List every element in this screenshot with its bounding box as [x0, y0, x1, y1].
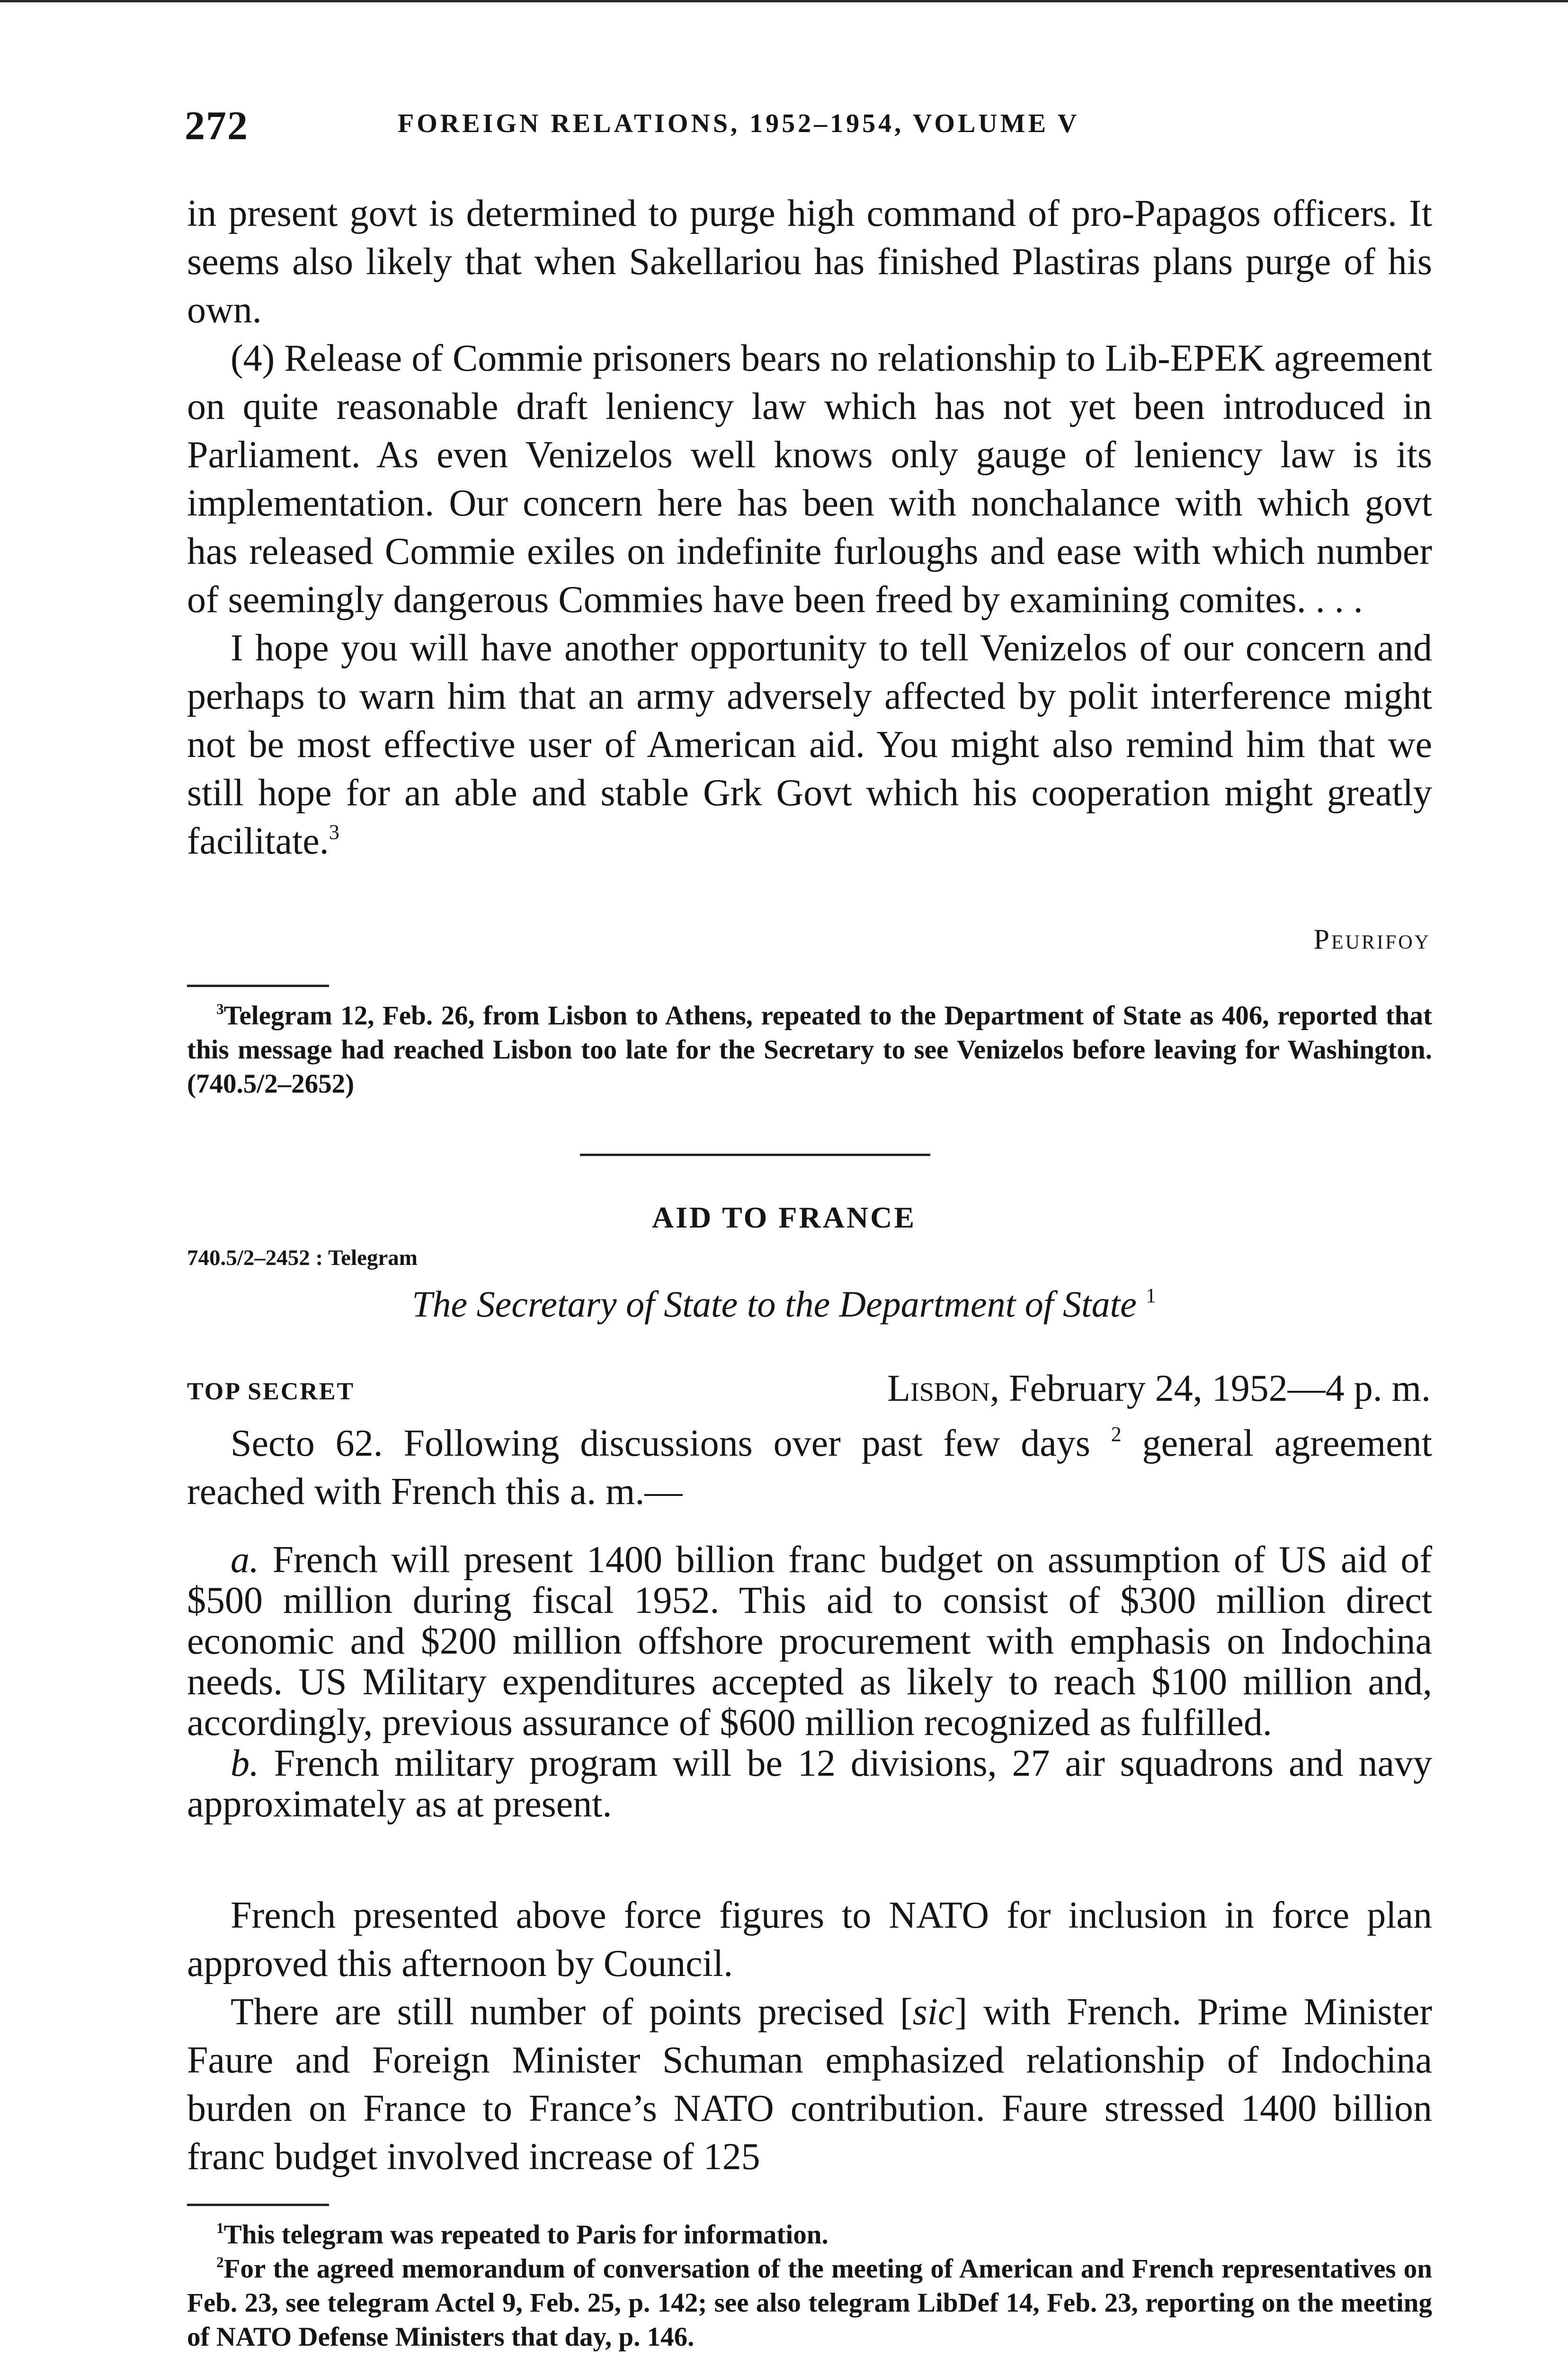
continued-text	[187, 189, 1432, 865]
footnote-marker: 3	[216, 1001, 224, 1018]
section-divider	[580, 1154, 930, 1156]
footnote-text: Telegram 12, Feb. 26, from Lisbon to Athens, repeated to the Department of State as 406, reported that this message had reached Lisbon too late for the Secretary to see Venizelos before leaving for Washington. (740.5/2–2652)	[187, 1001, 1432, 1099]
item-text: French will present 1400 billion franc budget on assumption of US aid of $500 million during fiscal 1952. This aid to consist of $300 million direct economic and $200 million offshore procurement with emphasis on Indochina needs. US Military expenditures accepted as likely to reach $100 million and, accordingly, previous assurance of $600 million recognized as fulfilled.	[187, 1539, 1432, 1744]
item-label: a.	[231, 1539, 259, 1581]
footnote-rule	[187, 985, 329, 987]
footnote	[187, 999, 1432, 1101]
list-item	[187, 1743, 1432, 1824]
footnote-marker: 1	[216, 2220, 224, 2237]
agreement-items	[187, 1539, 1432, 1824]
item-text: French military program will be 12 divisions, 27 air squadrons and navy approximately as at present.	[187, 1743, 1432, 1825]
paragraph	[187, 624, 1432, 865]
classification: TOP SECRET	[187, 1378, 355, 1405]
file-number: 740.5/2–2452 : Telegram	[187, 1246, 418, 1270]
document-title	[0, 1283, 1568, 1326]
paragraph	[187, 1988, 1432, 2181]
place: Lisbon	[887, 1368, 990, 1409]
paragraph: in present govt is determined to purge high command of pro-Papagos officers. It seems also likely that when Sakellariou has finished Plastiras plans purge of his own.	[187, 193, 1432, 331]
footnote-ref: 1	[1146, 1284, 1156, 1307]
paragraph-text: Secto 62. Following discussions over past few days	[231, 1423, 1090, 1464]
item-label: b.	[231, 1743, 259, 1784]
telegram-text	[187, 1419, 1432, 1516]
document-title-text: The Secretary of State to the Department of State	[412, 1283, 1137, 1325]
paragraph-text: general agreement reached with French this a. m.—	[187, 1423, 1433, 1513]
paragraph-text: There are still number of points precised [	[231, 1991, 913, 2033]
footnote-ref: 3	[329, 820, 339, 844]
telegram-text-continued	[187, 1891, 1432, 2181]
paragraph	[187, 1419, 1432, 1516]
sic-note: sic	[912, 1991, 955, 2033]
paragraph-text: ] with French. Prime Minister Faure and Foreign Minister Schuman emphasized relationship of Indochina burden on France to France’s NATO contribution. Faure stressed 1400 billion franc budget involved increase of 125	[187, 1991, 1432, 2178]
footnote-marker: 2	[216, 2254, 224, 2271]
running-head: FOREIGN RELATIONS, 1952–1954, VOLUME V	[398, 109, 1080, 138]
footnote-text: This telegram was repeated to Paris for information.	[223, 2220, 829, 2250]
paragraph: French presented above force figures to NATO for inclusion in force plan approved this afternoon by Council.	[187, 1895, 1432, 1984]
list-item	[187, 1539, 1432, 1743]
footnotes-bottom	[187, 2218, 1432, 2354]
paragraph-text: I hope you will have another opportunity to tell Venizelos of our concern and perhaps to warn him that an army adversely affected by polit interference might not be most effective user of American aid. You might also remind him that we still hope for an able and stable Grk Govt which his cooperation might greatly facilitate.	[187, 627, 1432, 862]
section-heading: AID TO FRANCE	[651, 1201, 917, 1234]
top-border-line	[0, 0, 1568, 2]
signature: Peurifoy	[1313, 924, 1431, 955]
footnote-rule	[187, 2204, 329, 2206]
paragraph: (4) Release of Commie prisoners bears no relationship to Lib-EPEK agreement on quite reasonable draft leniency law which has not yet been introduced in Parliament. As even Venizelos well knows only gauge of leniency law is its implementation. Our concern here has been with nonchalance with which govt has released Commie exiles on indefinite furloughs and ease with which number of seemingly dangerous Commies have been freed by examining comites. . . .	[187, 338, 1432, 621]
footnote	[187, 2218, 1432, 2252]
place-date	[887, 1367, 1431, 1410]
date: , February 24, 1952—4 p. m.	[989, 1368, 1431, 1409]
page-number: 272	[185, 103, 249, 148]
footnote-text: For the agreed memorandum of conversation of the meeting of American and French representatives on Feb. 23, see telegram Actel 9, Feb. 25, p. 142; see also telegram LibDef 14, Feb. 23, reporting on the meeting of NATO Defense Ministers that day, p. 146.	[187, 2254, 1432, 2352]
footnote	[187, 2252, 1432, 2354]
page-header	[185, 102, 1434, 154]
footnote-ref: 2	[1111, 1423, 1122, 1446]
